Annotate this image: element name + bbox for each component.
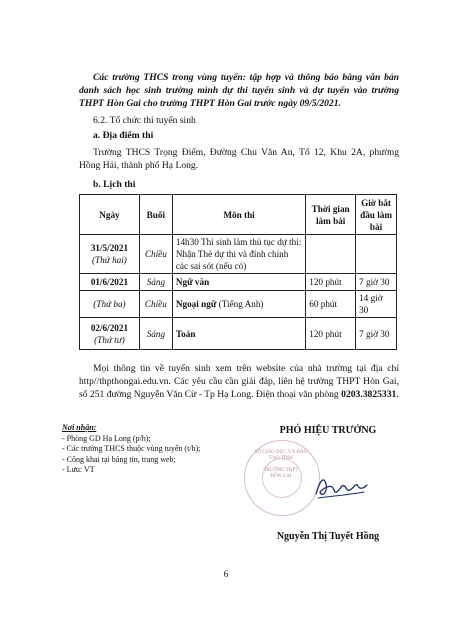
cell-subject (172, 291, 305, 318)
date-text: 31/5/2021 (90, 243, 129, 253)
weekday-text: (Thứ hai) (92, 255, 127, 265)
stamp-middle-text: TRƯỜNG THPT HÒN GAI (263, 468, 299, 479)
cell-subject (172, 274, 305, 291)
recipient-item: - Lưu: VT (62, 465, 95, 474)
table-header-row (80, 195, 397, 235)
subject-rest: (Tiếng Anh) (216, 299, 264, 309)
intro-paragraph: Các trường THCS trong vùng tuyển: tập hợp và thông báo bằng văn bản danh sách học sinh trường mình dự thi tuyển sinh và dự tuyển vào trường THPT Hòn Gai cho trường THPT Hòn Gai trước ngày 09/5/2021. (79, 72, 399, 109)
header-start: Giờ bắt đầu làm bài (356, 195, 397, 235)
table-row (80, 318, 397, 350)
cell-start: 14 giờ 30 (356, 291, 397, 318)
header-subject: Môn thi (172, 195, 305, 235)
table-row (80, 291, 397, 318)
stamp-top-text: SỞ GIÁO DỤC VÀ ĐÀO TẠO TỈNH (254, 450, 308, 461)
cell-session: Sáng (139, 318, 172, 350)
weekday-text: (Thứ tư) (94, 334, 125, 345)
signature-title: PHÓ HIỆU TRƯỞNG (279, 425, 377, 436)
handwritten-signature (312, 470, 370, 504)
table-row (80, 235, 397, 274)
header-duration: Thời gian làm bài (306, 195, 356, 235)
cell-start: 7 giờ 30 (356, 274, 397, 291)
cell-duration: 120 phút (306, 318, 356, 350)
cell-session: Sáng (139, 274, 172, 291)
cell-date (80, 318, 140, 350)
cell-session: Chiều (139, 235, 172, 274)
cell-start: 7 giờ 30 (356, 318, 397, 350)
location-heading: a. Địa điểm thi (93, 130, 154, 141)
subject-bold: Toán (175, 328, 196, 339)
schedule-table (79, 194, 397, 350)
signer-name: Nguyễn Thị Tuyết Hồng (276, 531, 380, 542)
cell-duration (306, 235, 356, 274)
recipients-heading: Nơi nhận: (62, 423, 97, 432)
cell-duration: 120 phút (306, 274, 356, 291)
subject-bold: Ngoại ngữ (175, 299, 217, 309)
cell-session: Chiều (139, 291, 172, 318)
header-session: Buổi (139, 195, 172, 235)
cell-subject: 14h30 Thí sinh làm thủ tục dự thi: Nhận Thẻ dự thi và đính chính các sai sót (nếu có) (172, 235, 305, 274)
recipient-item: - Phòng GD Hạ Long (p/h); (62, 433, 151, 443)
cell-start (356, 235, 397, 274)
cell-duration: 60 phút (306, 291, 356, 318)
info-paragraph (79, 362, 399, 401)
cell-date: (Thứ ba) (80, 291, 140, 318)
recipient-item: - Các trường THCS thuộc vùng tuyển (t/h); (62, 444, 201, 453)
section-heading: 6.2. Tổ chức thi tuyển sinh (93, 115, 196, 126)
info-text: Mọi thông tin về tuyển sinh xem trên website của nhà trường tại địa chỉ http//thpthongai.edu.vn. Các yêu cầu cần giải đáp, liên hệ trường THPT Hòn Gai, số 251 đường Nguyễn Văn Cừ - Tp Hạ Long. Điện thoại văn phòng (79, 363, 399, 400)
header-day: Ngày (80, 195, 140, 235)
location-text: Trường THCS Trọng Điểm, Đường Chu Văn An, Tổ 12, Khu 2A, phường Hồng Hải, thành phố Hạ Long. (79, 147, 399, 171)
schedule-heading: b. Lịch thi (93, 179, 136, 190)
cell-date (80, 235, 140, 274)
info-text-end: . (396, 389, 399, 400)
cell-date: 01/6/2021 (80, 274, 140, 291)
recipients-block (62, 423, 227, 476)
table-row (80, 274, 397, 291)
recipient-item: - Công khai tại bảng tin, trang web; (62, 454, 176, 464)
date-text: 02/6/2021 (90, 322, 129, 333)
page-number: 6 (223, 569, 229, 579)
cell-subject (172, 318, 305, 350)
phone-number: 0203.3825331 (341, 389, 397, 400)
subject-bold: Ngữ văn (175, 277, 210, 287)
